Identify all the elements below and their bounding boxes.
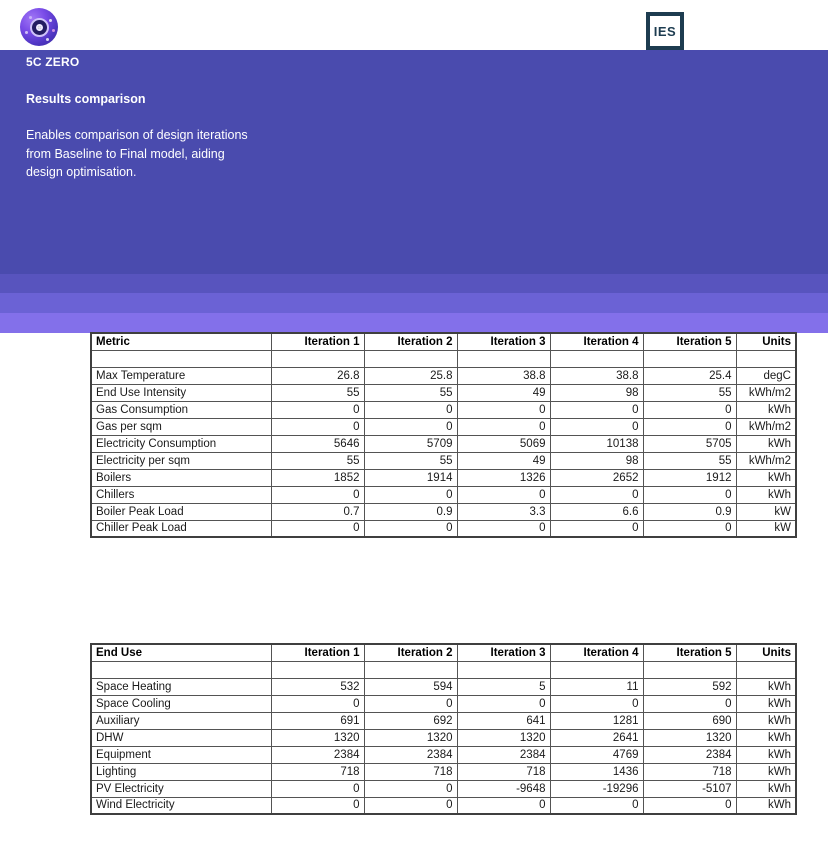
row-label: End Use Intensity (91, 384, 271, 401)
value-cell: 2641 (550, 729, 643, 746)
row-label: Chiller Peak Load (91, 520, 271, 537)
value-cell: 0.9 (364, 503, 457, 520)
value-cell: 1320 (643, 729, 736, 746)
value-cell: 98 (550, 452, 643, 469)
value-cell: 49 (457, 452, 550, 469)
row-label: DHW (91, 729, 271, 746)
value-cell: 1912 (643, 469, 736, 486)
units-cell: kW (736, 520, 796, 537)
row-label: Max Temperature (91, 367, 271, 384)
value-cell: 718 (364, 763, 457, 780)
value-cell: 0 (643, 695, 736, 712)
units-cell: kWh (736, 469, 796, 486)
spacer-cell (457, 661, 550, 678)
value-cell: 55 (643, 452, 736, 469)
spacer-cell (643, 661, 736, 678)
units-cell: kWh/m2 (736, 418, 796, 435)
value-cell: 5705 (643, 435, 736, 452)
table-row (91, 486, 796, 503)
row-label: Equipment (91, 746, 271, 763)
value-cell: 1852 (271, 469, 364, 486)
value-cell: 11 (550, 678, 643, 695)
value-cell: 5646 (271, 435, 364, 452)
description-line-2: from Baseline to Final model, aiding (26, 146, 225, 161)
table-row (91, 695, 796, 712)
metrics-table (90, 332, 797, 538)
column-header-metric: Metric (91, 333, 271, 350)
column-header-iteration-5: Iteration 5 (643, 644, 736, 661)
spacer-cell (364, 661, 457, 678)
description-line-3: design optimisation. (26, 165, 137, 179)
value-cell: 3.3 (457, 503, 550, 520)
table-row (91, 763, 796, 780)
table-row (91, 712, 796, 729)
value-cell: 0 (550, 695, 643, 712)
row-label: Space Heating (91, 678, 271, 695)
value-cell: 718 (271, 763, 364, 780)
end-use-header-row (91, 644, 796, 661)
gradient-band-4 (0, 313, 828, 333)
value-cell: 0 (550, 401, 643, 418)
value-cell: 5069 (457, 435, 550, 452)
table-row (91, 435, 796, 452)
table-row (91, 452, 796, 469)
value-cell: 0 (550, 797, 643, 814)
ies-logo (646, 12, 684, 50)
value-cell: 0.7 (271, 503, 364, 520)
value-cell: 5 (457, 678, 550, 695)
value-cell: 1320 (457, 729, 550, 746)
value-cell: 2384 (457, 746, 550, 763)
value-cell: 1281 (550, 712, 643, 729)
value-cell: 0 (364, 520, 457, 537)
units-cell: kWh (736, 729, 796, 746)
table-row (91, 503, 796, 520)
value-cell: 0 (364, 401, 457, 418)
value-cell: 0 (457, 695, 550, 712)
value-cell: -9648 (457, 780, 550, 797)
value-cell: 55 (364, 452, 457, 469)
value-cell: 691 (271, 712, 364, 729)
gradient-band-3 (0, 293, 828, 313)
table-row (91, 797, 796, 814)
value-cell: 0 (271, 418, 364, 435)
value-cell: 0 (550, 520, 643, 537)
table-row (91, 384, 796, 401)
app-title: 5C ZERO (26, 55, 80, 69)
value-cell: 2384 (643, 746, 736, 763)
table-row (91, 678, 796, 695)
spacer-cell (550, 350, 643, 367)
page-description (26, 126, 248, 182)
value-cell: 4769 (550, 746, 643, 763)
value-cell: 0 (271, 486, 364, 503)
spacer-cell (550, 661, 643, 678)
spacer-cell (91, 350, 271, 367)
value-cell: 38.8 (550, 367, 643, 384)
units-cell: kWh/m2 (736, 452, 796, 469)
spacer-row (91, 661, 796, 678)
logo-ring (30, 18, 49, 37)
value-cell: 25.4 (643, 367, 736, 384)
table-row (91, 469, 796, 486)
value-cell: 592 (643, 678, 736, 695)
units-cell: kWh (736, 763, 796, 780)
spacer-cell (271, 350, 364, 367)
value-cell: 0 (643, 401, 736, 418)
value-cell: 2652 (550, 469, 643, 486)
value-cell: 0 (271, 797, 364, 814)
5c-zero-logo-icon (20, 8, 58, 46)
value-cell: 0 (643, 486, 736, 503)
metrics-header-row (91, 333, 796, 350)
value-cell: 26.8 (271, 367, 364, 384)
units-cell: kWh (736, 746, 796, 763)
table-row (91, 367, 796, 384)
column-header-end-use: End Use (91, 644, 271, 661)
value-cell: 1326 (457, 469, 550, 486)
units-cell: kWh (736, 712, 796, 729)
units-cell: degC (736, 367, 796, 384)
value-cell: 1436 (550, 763, 643, 780)
value-cell: 55 (271, 452, 364, 469)
spacer-cell (91, 661, 271, 678)
value-cell: 98 (550, 384, 643, 401)
table-row (91, 401, 796, 418)
value-cell: 6.6 (550, 503, 643, 520)
value-cell: 0 (457, 797, 550, 814)
column-header-iteration-5: Iteration 5 (643, 333, 736, 350)
value-cell: 0 (643, 418, 736, 435)
value-cell: 10138 (550, 435, 643, 452)
spacer-cell (736, 661, 796, 678)
value-cell: 0 (550, 418, 643, 435)
value-cell: 2384 (271, 746, 364, 763)
spacer-row (91, 350, 796, 367)
column-header-iteration-4: Iteration 4 (550, 644, 643, 661)
row-label: Electricity per sqm (91, 452, 271, 469)
value-cell: 0 (271, 695, 364, 712)
table-row (91, 729, 796, 746)
table-row (91, 746, 796, 763)
value-cell: 641 (457, 712, 550, 729)
value-cell: 55 (364, 384, 457, 401)
units-cell: kWh (736, 780, 796, 797)
value-cell: 0 (457, 486, 550, 503)
page-title: Results comparison (26, 92, 146, 106)
row-label: Boilers (91, 469, 271, 486)
value-cell: 0.9 (643, 503, 736, 520)
spacer-cell (457, 350, 550, 367)
value-cell: 25.8 (364, 367, 457, 384)
value-cell: 0 (364, 486, 457, 503)
row-label: Chillers (91, 486, 271, 503)
value-cell: 2384 (364, 746, 457, 763)
value-cell: 5709 (364, 435, 457, 452)
table-row (91, 418, 796, 435)
value-cell: 0 (364, 695, 457, 712)
units-cell: kWh (736, 486, 796, 503)
value-cell: 0 (271, 401, 364, 418)
logo-core (36, 24, 43, 31)
row-label: Wind Electricity (91, 797, 271, 814)
end-use-table (90, 643, 797, 815)
ies-logo-text: IES (653, 23, 677, 39)
column-header-iteration-3: Iteration 3 (457, 644, 550, 661)
value-cell: 0 (364, 797, 457, 814)
value-cell: -19296 (550, 780, 643, 797)
row-label: Lighting (91, 763, 271, 780)
value-cell: 1320 (364, 729, 457, 746)
column-header-units: Units (736, 644, 796, 661)
row-label: Boiler Peak Load (91, 503, 271, 520)
value-cell: 55 (643, 384, 736, 401)
row-label: Gas per sqm (91, 418, 271, 435)
spacer-cell (736, 350, 796, 367)
units-cell: kWh (736, 678, 796, 695)
units-cell: kWh (736, 695, 796, 712)
column-header-iteration-1: Iteration 1 (271, 333, 364, 350)
row-label: Gas Consumption (91, 401, 271, 418)
column-header-units: Units (736, 333, 796, 350)
value-cell: 49 (457, 384, 550, 401)
row-label: Space Cooling (91, 695, 271, 712)
value-cell: 594 (364, 678, 457, 695)
value-cell: 0 (457, 418, 550, 435)
value-cell: 0 (643, 797, 736, 814)
row-label: Electricity Consumption (91, 435, 271, 452)
table-row (91, 520, 796, 537)
value-cell: 0 (271, 780, 364, 797)
column-header-iteration-2: Iteration 2 (364, 644, 457, 661)
value-cell: 1914 (364, 469, 457, 486)
value-cell: -5107 (643, 780, 736, 797)
column-header-iteration-2: Iteration 2 (364, 333, 457, 350)
value-cell: 1320 (271, 729, 364, 746)
value-cell: 0 (364, 418, 457, 435)
column-header-iteration-1: Iteration 1 (271, 644, 364, 661)
table-row (91, 780, 796, 797)
value-cell: 532 (271, 678, 364, 695)
gradient-band-2 (0, 274, 828, 293)
column-header-iteration-3: Iteration 3 (457, 333, 550, 350)
value-cell: 718 (643, 763, 736, 780)
top-strip (0, 0, 828, 50)
spacer-cell (364, 350, 457, 367)
value-cell: 0 (271, 520, 364, 537)
value-cell: 0 (457, 401, 550, 418)
value-cell: 55 (271, 384, 364, 401)
units-cell: kWh (736, 797, 796, 814)
value-cell: 690 (643, 712, 736, 729)
units-cell: kW (736, 503, 796, 520)
column-header-iteration-4: Iteration 4 (550, 333, 643, 350)
value-cell: 0 (550, 486, 643, 503)
spacer-cell (271, 661, 364, 678)
value-cell: 0 (364, 780, 457, 797)
row-label: PV Electricity (91, 780, 271, 797)
value-cell: 0 (643, 520, 736, 537)
description-line-1: Enables comparison of design iterations (26, 128, 248, 142)
spacer-cell (643, 350, 736, 367)
value-cell: 0 (457, 520, 550, 537)
value-cell: 692 (364, 712, 457, 729)
units-cell: kWh/m2 (736, 384, 796, 401)
units-cell: kWh (736, 401, 796, 418)
row-label: Auxiliary (91, 712, 271, 729)
value-cell: 38.8 (457, 367, 550, 384)
units-cell: kWh (736, 435, 796, 452)
value-cell: 718 (457, 763, 550, 780)
